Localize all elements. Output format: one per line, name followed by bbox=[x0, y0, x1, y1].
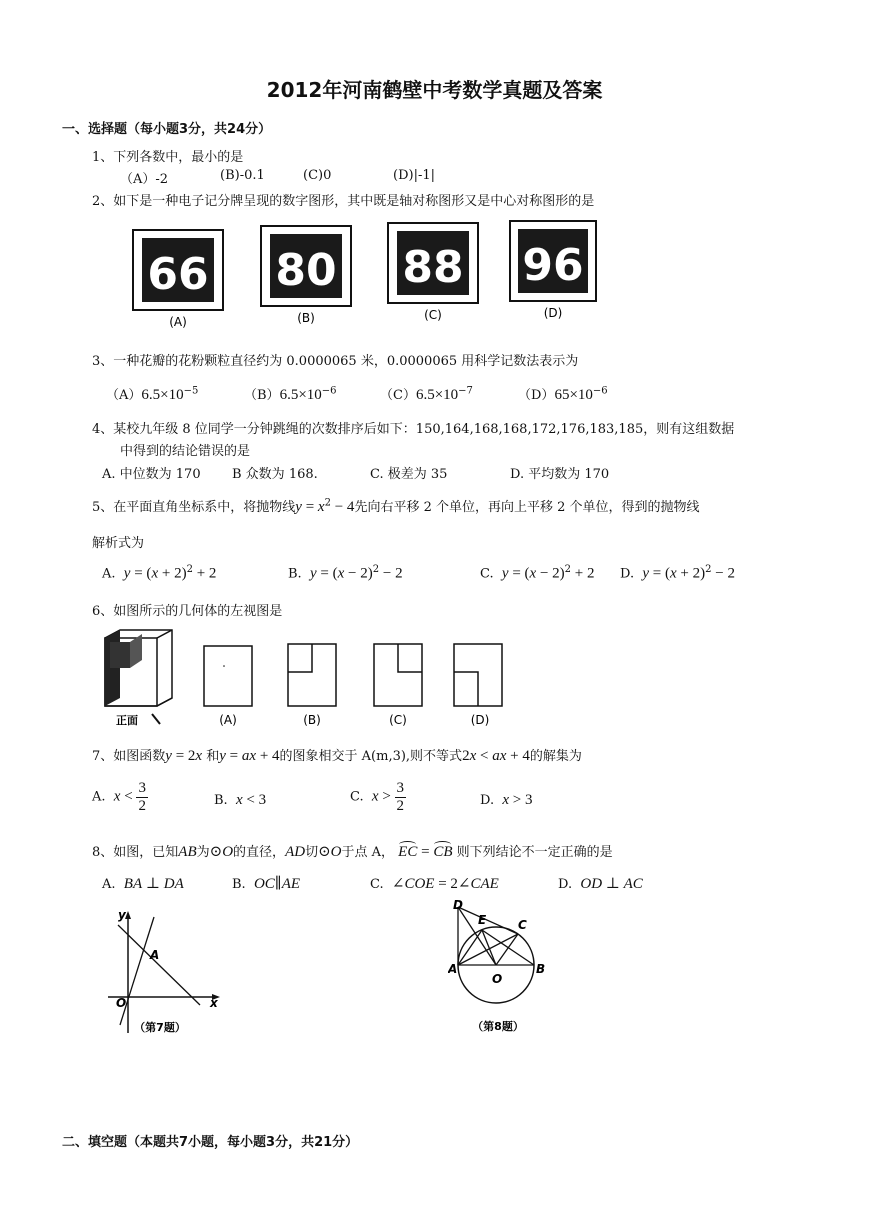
q6-option-a-view bbox=[204, 646, 252, 706]
q1-option-b: (B)-0.1 bbox=[220, 168, 265, 183]
q5-option-a: A. $y = (x + 2)^2 + 2$ bbox=[102, 564, 217, 582]
q2-label-a: (A) bbox=[169, 315, 187, 329]
section-heading-fill-blank: 二、填空题（本题共7小题，每小题3分，共21分） bbox=[62, 1135, 359, 1150]
question-4-stem-line2: 中得到的结论错误的是 bbox=[120, 444, 251, 459]
q7-option-a: A. x < $\frac{3}{2}$ bbox=[92, 780, 146, 814]
q8-option-c: C. ∠COE = 2∠CAE bbox=[370, 876, 499, 892]
q7-caption: （第7题） bbox=[134, 1021, 186, 1034]
q8-caption: （第8题） bbox=[472, 1020, 524, 1033]
q8-point-e-label: E bbox=[478, 913, 487, 927]
q6-option-d-view bbox=[454, 644, 502, 706]
q6-option-c-view bbox=[374, 644, 422, 706]
q6-label-a: (A) bbox=[219, 713, 237, 727]
q8-circle-figure bbox=[448, 893, 568, 1043]
question-5-stem-line2: 解析式为 bbox=[92, 536, 145, 551]
q8-point-a-label: A bbox=[448, 962, 458, 976]
q1-option-d: (D)|-1| bbox=[393, 168, 435, 183]
q4-option-c: C. 极差为 35 bbox=[370, 467, 448, 482]
q7-point-a-label: A bbox=[150, 948, 160, 962]
q1-option-c: (C)0 bbox=[303, 168, 332, 183]
q7-origin-label: O bbox=[116, 996, 127, 1010]
q8-point-c-label: C bbox=[518, 918, 527, 932]
q7-option-c: C. x > $\frac{3}{2}$ bbox=[350, 780, 405, 814]
q7-x-label: x bbox=[210, 996, 218, 1010]
q4-option-d: D. 平均数为 170 bbox=[510, 467, 610, 482]
section-heading-choice: 一、选择题（每小题3分，共24分） bbox=[62, 122, 272, 137]
q6-front-label: 正面 bbox=[116, 714, 138, 727]
q8-option-a: A. BA ⊥ DA bbox=[102, 876, 184, 892]
q7-option-b: B. x < 3 bbox=[214, 792, 267, 808]
q5-option-c: C. $y = (x - 2)^2 + 2$ bbox=[480, 564, 595, 582]
question-7-stem: 7、如图函数y = 2x 和y = ax + 4的图象相交于 A(m,3),则不等式2x < ax + 4的解集为 bbox=[92, 748, 582, 764]
q7-y-label: y bbox=[118, 908, 126, 922]
q6-solid-figure bbox=[105, 630, 172, 706]
q8-option-b: B. OC∥AE bbox=[232, 876, 301, 892]
question-6-stem: 6、如图所示的几何体的左视图是 bbox=[92, 604, 283, 619]
q8-point-o-label: O bbox=[492, 972, 503, 986]
q6-label-c: (C) bbox=[389, 713, 407, 727]
page-title: 2012年河南鹤壁中考数学真题及答案 bbox=[266, 78, 603, 102]
q2-digits-c: 88 bbox=[402, 242, 464, 293]
question-8-stem: 8、如图，已知AB为⊙O的直径，AD切⊙O于点 A， EC = CB 则下列结论不一定正确的是 bbox=[92, 844, 613, 860]
q7-graph-figure bbox=[104, 903, 234, 1043]
question-3-stem: 3、一种花瓣的花粉颗粒直径约为 0.0000065 米，0.0000065 用科学记数法表示为 bbox=[92, 354, 579, 369]
question-4-stem-line1: 4、某校九年级 8 位同学一分钟跳绳的次数排序后如下：150,164,168,168,172,176,183,185，则有这组数据 bbox=[92, 422, 735, 437]
q7-option-d: D. x > 3 bbox=[480, 792, 533, 808]
question-2-stem: 2、如下是一种电子记分牌呈现的数字图形，其中既是轴对称图形又是中心对称图形的是 bbox=[92, 194, 595, 209]
q8-point-d-label: D bbox=[453, 898, 463, 912]
q2-scoreboard-figure bbox=[128, 218, 598, 338]
q2-label-d: (D) bbox=[543, 306, 563, 320]
q5-option-b: B. $y = (x - 2)^2 - 2$ bbox=[288, 564, 403, 582]
q6-views-figure bbox=[100, 628, 510, 736]
question-1-stem: 1、下列各数中，最小的是 bbox=[92, 150, 244, 165]
q2-digits-d: 96 bbox=[522, 240, 584, 291]
q6-label-d: (D) bbox=[470, 713, 490, 727]
q3-option-a: $(A)6.5\times 10^{-5}$ bbox=[106, 385, 199, 403]
q8-option-d: D. OD ⊥ AC bbox=[558, 876, 643, 892]
q2-digits-a: 66 bbox=[147, 249, 209, 300]
question-5-stem: 5、在平面直角坐标系中，将抛物线$y = x^2 - 4$先向右平移 2 个单位，再向上平移 2 个单位，得到的抛物线 bbox=[92, 497, 700, 515]
q2-digits-b: 80 bbox=[275, 245, 337, 296]
q5-option-d: D. $y = (x + 2)^2 - 2$ bbox=[620, 564, 735, 582]
q2-label-b: (B) bbox=[297, 311, 315, 325]
q1-option-a: （A）-2 bbox=[120, 172, 169, 187]
q3-option-c: $(C)6.5\times 10^{-7}$ bbox=[380, 385, 473, 403]
q3-option-d: $(D)65\times 10^{-6}$ bbox=[518, 385, 608, 403]
q6-option-b-view bbox=[288, 644, 336, 706]
q4-option-a: A. 中位数为 170 bbox=[102, 467, 201, 482]
q4-option-b: B 众数为 168. bbox=[232, 467, 318, 482]
q2-label-c: (C) bbox=[424, 308, 442, 322]
q3-option-b: $(B)6.5\times 10^{-6}$ bbox=[244, 385, 337, 403]
q8-point-b-label: B bbox=[536, 962, 546, 976]
q6-label-b: (B) bbox=[303, 713, 321, 727]
